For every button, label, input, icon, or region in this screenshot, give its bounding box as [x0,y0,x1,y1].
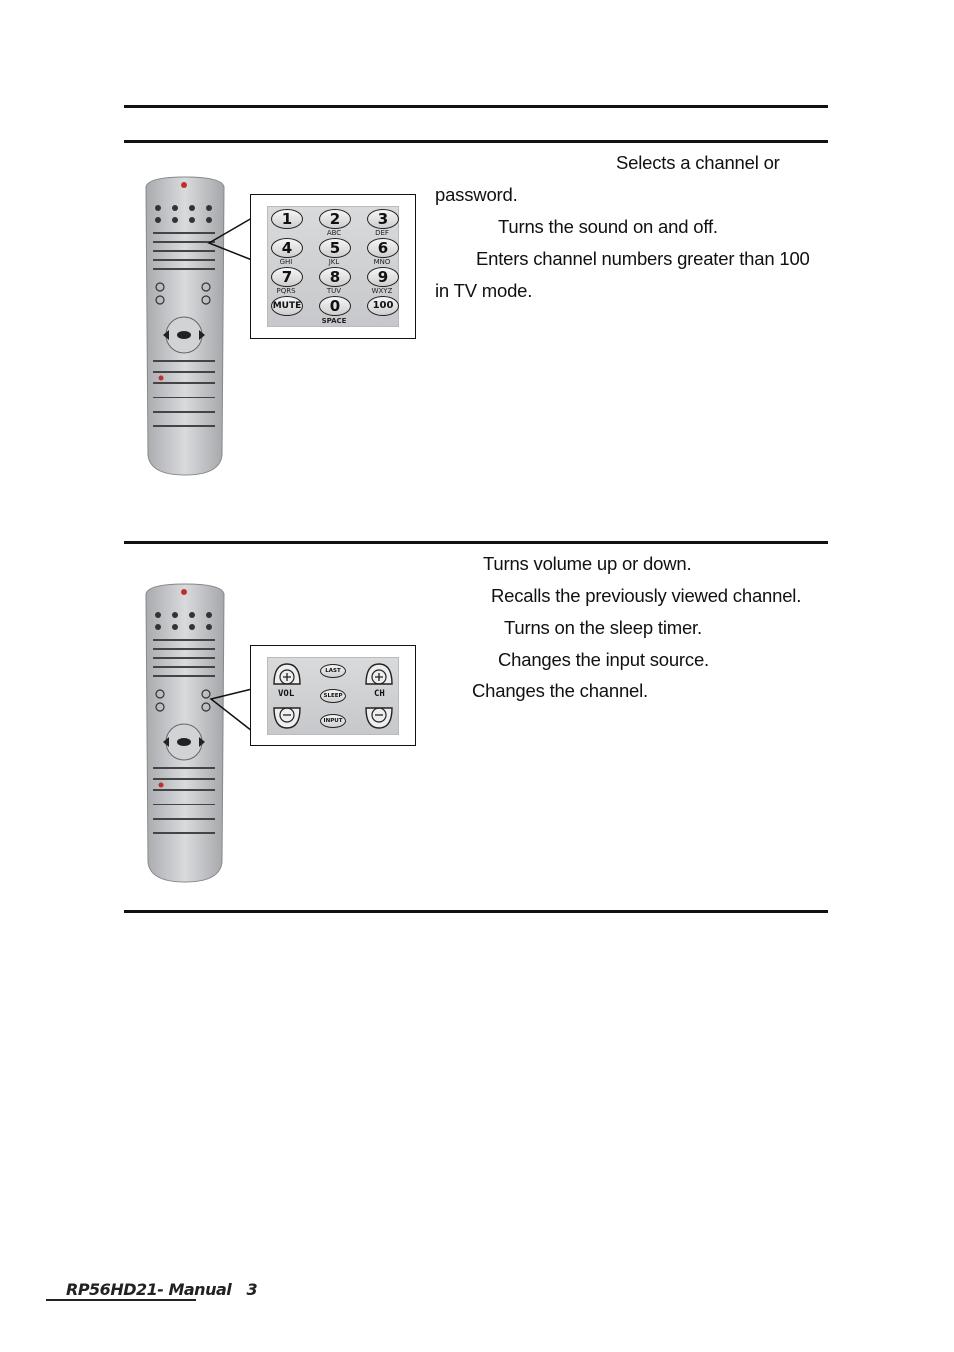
key-3: 3 [367,209,399,229]
label-jkl: JKL [328,258,340,266]
label-pqrs: PQRS [276,287,296,295]
label-tuv: TUV [326,287,342,295]
key-4: 4 [271,238,303,258]
ch-label: CH [374,689,385,699]
section1-rule [124,140,828,143]
volume-channel-callout [250,645,416,746]
volume-channel-panel [267,657,399,735]
key-2: 2 [319,209,351,229]
label-wxyz: WXYZ [371,287,393,295]
key-5: 5 [319,238,351,258]
section1-line-5: in TV mode. [435,280,533,301]
label-abc: ABC [326,229,342,237]
section2-rule [124,541,828,544]
section2-line-5: Changes the channel. [472,680,648,701]
section1-line-2: password. [435,184,518,205]
key-7: 7 [271,267,303,287]
key-8: 8 [319,267,351,287]
label-mno: MNO [373,258,391,266]
key-6: 6 [367,238,399,258]
section2-line-4: Changes the input source. [498,649,709,670]
label-ghi: GHI [279,258,293,266]
section1-line-4: Enters channel numbers greater than 100 [476,248,810,269]
key-100: 100 [367,296,399,316]
keypad-panel [267,206,399,327]
key-9: 9 [367,267,399,287]
section1-line-1: Selects a channel or [616,152,780,173]
callout-leader-2 [205,685,255,745]
key-1: 1 [271,209,303,229]
footer-underline [46,1299,196,1301]
callout-leader-1 [205,190,255,270]
page-number: 3 [246,1280,258,1299]
input-button: INPUT [320,714,346,728]
key-mute: MUTE [271,296,303,316]
section-end-rule [124,910,828,913]
section2-line-3: Turns on the sleep timer. [504,617,702,638]
key-0: 0 [319,296,351,316]
section1-line-3: Turns the sound on and off. [498,216,718,237]
vol-label: VOL [278,689,295,699]
section2-line-1: Turns volume up or down. [483,553,692,574]
label-space: SPACE [321,317,347,325]
keypad-callout [250,194,416,339]
footer-title: RP56HD21- Manual [66,1280,232,1299]
sleep-button: SLEEP [320,689,346,703]
label-def: DEF [375,229,389,237]
section2-line-2: Recalls the previously viewed channel. [491,585,802,606]
top-rule [124,105,828,108]
last-button: LAST [320,664,346,678]
footer-manual-title [66,1280,257,1299]
